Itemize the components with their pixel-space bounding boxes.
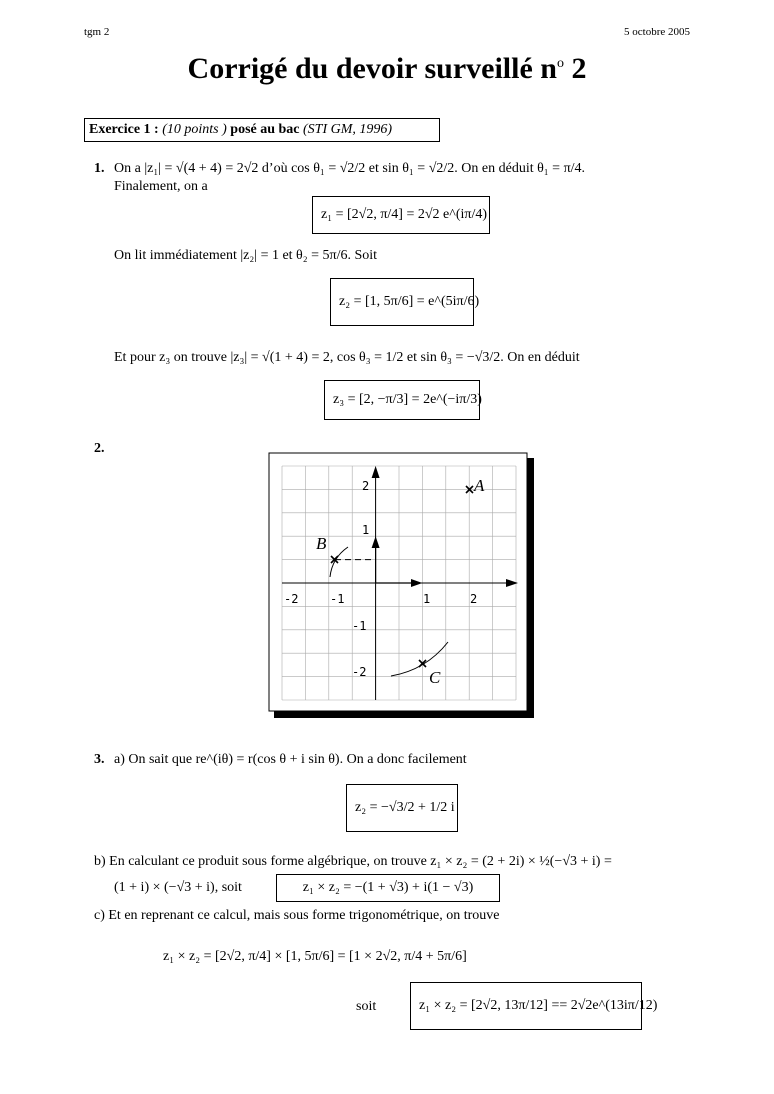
q1-answer-box-z3: z₃ = [2, −π/3] = 2e^(−iπ/3) bbox=[324, 380, 480, 420]
exercise-header-box bbox=[84, 118, 440, 142]
q3-b-line2: (1 + i) × (−√3 + i), soit bbox=[114, 880, 242, 895]
exercise-label: Exercice 1 : bbox=[89, 122, 159, 137]
q1-line3: On lit immédiatement |z₂| = 1 et θ₂ = 5π/6. Soit bbox=[114, 248, 378, 263]
tick-x-neg2: -2 bbox=[284, 592, 299, 606]
title-number: 2 bbox=[563, 52, 587, 85]
q3-number: 3. bbox=[94, 752, 105, 767]
q1-number: 1. bbox=[94, 161, 105, 176]
tick-x-1: 1 bbox=[423, 592, 431, 606]
q3-b-line1: b) En calculant ce produit sous forme algébrique, on trouve z₁ × z₂ = (2 + 2i) × ½(−√3 + i) = bbox=[94, 854, 612, 869]
q1-answer-box-z1: z₁ = [2√2, π/4] = 2√2 e^(iπ/4) bbox=[312, 196, 490, 234]
title-text: Corrigé du devoir surveillé n bbox=[187, 52, 557, 85]
point-b-label: B bbox=[316, 534, 327, 553]
tick-x-2: 2 bbox=[470, 592, 478, 606]
q3-c-equation: z₁ × z₂ = [2√2, π/4] × [1, 5π/6] = [1 × 2√2, π/4 + 5π/6] bbox=[163, 949, 467, 964]
q1-line4: Et pour z₃ on trouve |z₃| = √(1 + 4) = 2, cos θ₃ = 1/2 et sin θ₃ = −√3/2. On en déduit bbox=[114, 350, 580, 365]
tick-y-neg1: -1 bbox=[352, 619, 367, 633]
page-title bbox=[0, 52, 774, 86]
header-right: 5 octobre 2005 bbox=[624, 26, 690, 38]
q2-number: 2. bbox=[94, 441, 105, 456]
q3-a-line: a) On sait que re^(iθ) = r(cos θ + i sin θ). On a donc facilement bbox=[114, 752, 467, 767]
complex-plane-svg bbox=[268, 452, 536, 720]
tick-y-2: 2 bbox=[362, 479, 370, 493]
complex-plane-figure bbox=[268, 452, 536, 720]
q3-c-line: c) Et en reprenant ce calcul, mais sous forme trigonométrique, on trouve bbox=[94, 908, 500, 923]
q1-answer-box-z2: z₂ = [1, 5π/6] = e^(5iπ/6) bbox=[330, 278, 474, 326]
header-left: tgm 2 bbox=[84, 26, 110, 38]
title-sup: o bbox=[556, 56, 564, 71]
figure-frame bbox=[269, 453, 527, 711]
q3-c-soit: soit bbox=[356, 999, 377, 1014]
point-a-label: A bbox=[474, 476, 485, 495]
q1-line1: On a |z₁| = √(4 + 4) = 2√2 d’où cos θ₁ = √2/2 et sin θ₁ = √2/2. On en déduit θ₁ = π/4. bbox=[114, 161, 586, 176]
tick-y-neg2: -2 bbox=[352, 665, 367, 679]
point-c-label: C bbox=[429, 668, 441, 687]
exercise-points: (10 points ) bbox=[162, 122, 227, 137]
exercise-text: posé au bac bbox=[230, 122, 300, 137]
q3-b-answer-box: z₁ × z₂ = −(1 + √3) + i(1 − √3) bbox=[276, 874, 500, 902]
q1-line2: Finalement, on a bbox=[114, 179, 208, 194]
exercise-source: (STI GM, 1996) bbox=[303, 122, 393, 137]
tick-y-1: 1 bbox=[362, 523, 370, 537]
q3-a-answer-box: z₂ = −√3/2 + 1/2 i bbox=[346, 784, 458, 832]
q3-c-answer-box: z₁ × z₂ = [2√2, 13π/12] == 2√2e^(13iπ/12) bbox=[410, 982, 642, 1030]
tick-x-neg1: -1 bbox=[330, 592, 345, 606]
